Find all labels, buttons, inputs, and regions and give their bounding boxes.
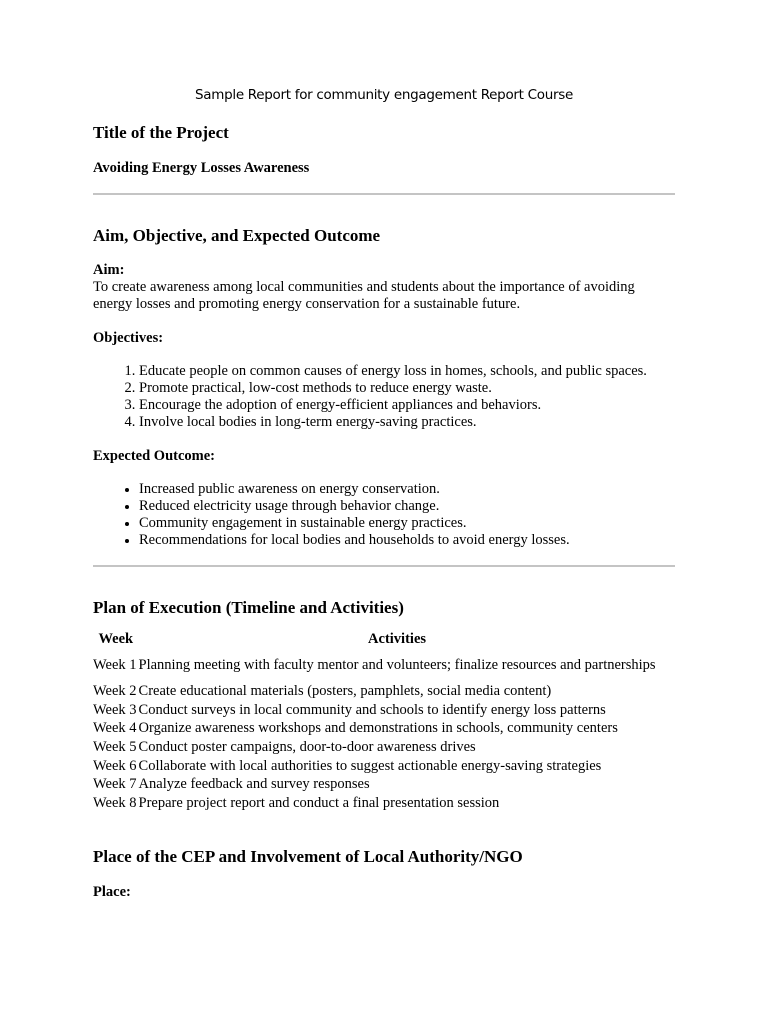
divider [93, 565, 675, 567]
activity-cell: Analyze feedback and survey responses [138, 776, 370, 793]
list-item: • Recommendations for local bodies and households to avoid energy losses. [139, 532, 675, 549]
divider [93, 193, 675, 195]
place-section-heading: Place of the CEP and Involvement of Local Authority/NGO [93, 847, 523, 867]
week-cell: Week 8 [93, 794, 137, 811]
aim-label: Aim: [93, 262, 125, 278]
document-body [93, 122, 675, 901]
activity-cell: Create educational materials (posters, pamphlets, social media content) [138, 683, 552, 700]
activity-cell: Conduct surveys in local community and schools to identify energy loss patterns [138, 701, 606, 718]
expected-outcome-label: Expected Outcome: [93, 448, 216, 464]
table-row [93, 648, 656, 682]
week-cell: Week 5 [93, 739, 137, 756]
activity-cell: Organize awareness workshops and demonstrations in schools, community centers [138, 720, 618, 737]
table-header-row [93, 629, 656, 648]
timeline-table [93, 629, 656, 812]
table-row [93, 682, 656, 701]
table-row [93, 719, 656, 738]
aim-text: To create awareness among local communities and students about the importance of avoiding energy losses and promoting energy conservation for a sustainable future. [93, 279, 635, 312]
activity-cell: Collaborate with local authorities to suggest actionable energy-saving strategies [138, 757, 602, 774]
place-label: Place: [93, 884, 131, 901]
objectives-list [93, 363, 675, 431]
table-row [93, 794, 656, 813]
table-row [93, 701, 656, 720]
week-column-header: Week [98, 630, 134, 647]
week-cell: Week 2 [93, 683, 137, 700]
project-title: Avoiding Energy Losses Awareness [93, 160, 310, 176]
week-cell: Week 4 [93, 720, 137, 737]
list-item: 1. Educate people on common causes of energy loss in homes, schools, and public spaces. [139, 363, 675, 380]
week-cell: Week 1 [93, 657, 137, 673]
activity-cell: Planning meeting with faculty mentor and volunteers; finalize resources and partnerships [138, 657, 656, 673]
table-row [93, 756, 656, 775]
outcomes-list [93, 481, 675, 549]
week-cell: Week 7 [93, 776, 137, 793]
table-row [93, 738, 656, 757]
list-item: 3. Encourage the adoption of energy-efficient appliances and behaviors. [139, 397, 675, 414]
aim-section-heading: Aim, Objective, and Expected Outcome [93, 226, 381, 245]
list-item: 2. Promote practical, low-cost methods to reduce energy waste. [139, 380, 675, 397]
week-cell: Week 6 [93, 757, 137, 774]
activity-cell: Prepare project report and conduct a final presentation session [138, 794, 500, 811]
document-header: Sample Report for community engagement Report Course [195, 87, 573, 103]
plan-section-heading: Plan of Execution (Timeline and Activities) [93, 598, 404, 617]
list-item: • Community engagement in sustainable energy practices. [139, 515, 675, 532]
list-item: • Increased public awareness on energy conservation. [139, 481, 675, 498]
activity-cell: Conduct poster campaigns, door-to-door awareness drives [138, 739, 476, 756]
list-item: • Reduced electricity usage through behavior change. [139, 498, 675, 515]
table-row [93, 775, 656, 794]
project-title-heading: Title of the Project [93, 123, 229, 142]
week-cell: Week 3 [93, 701, 137, 718]
activities-column-header: Activities [368, 630, 427, 647]
list-item: 4. Involve local bodies in long-term energy-saving practices. [139, 414, 675, 431]
objectives-label: Objectives: [93, 330, 164, 346]
